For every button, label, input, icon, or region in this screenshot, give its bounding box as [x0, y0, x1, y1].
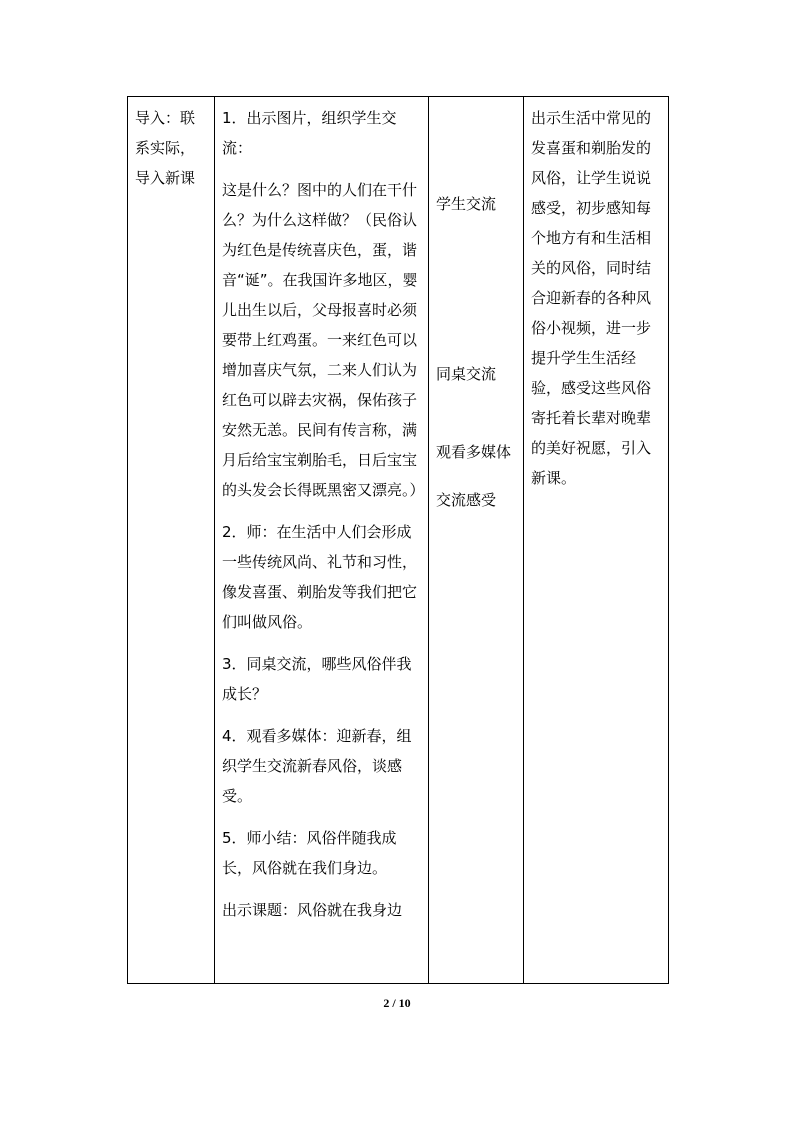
- teacher-activity-cell: [215, 97, 429, 984]
- student-activity-cell: [429, 97, 524, 984]
- lesson-title-reveal: 出示课题：风俗就在我身边: [222, 901, 403, 919]
- teacher-step-3: 3．同桌交流，哪些风俗伴我成长？: [222, 655, 412, 703]
- lesson-plan-table: [127, 96, 669, 984]
- design-intent-cell: 出示生活中常见的发喜蛋和剃胎发的风俗，让学生说说感受，初步感知每个地方有和生活相关的风俗，同时结合迎新春的各种风俗小视频，进一步提升学生生活经验，感受这些风俗寄托着长辈对晚辈的美好祝愿，引入新课。: [524, 97, 669, 984]
- student-activity-1: 学生交流: [436, 195, 497, 213]
- teacher-step-2: 2．师：在生活中人们会形成一些传统风尚、礼节和习性，像发喜蛋、剃胎发等我们把它们叫做风俗。: [222, 523, 418, 631]
- student-activity-4: 交流感受: [436, 491, 497, 509]
- student-activity-2: 同桌交流: [436, 365, 497, 383]
- teacher-step-1: 1．出示图片，组织学生交流：: [222, 109, 397, 157]
- teacher-step-5: 5．师小结：风俗伴随我成长，风俗就在我们身边。: [222, 829, 397, 877]
- page-number: 2 / 10: [383, 996, 411, 1010]
- stage-cell: 导入：联系实际，导入新课: [128, 97, 215, 984]
- student-activity-3: 观看多媒体: [436, 443, 512, 461]
- table-row: [128, 97, 669, 984]
- teacher-step-1-detail: 这是什么？图中的人们在干什么？为什么这样做？（民俗认为红色是传统喜庆色，蛋，谐音“诞”。在我国许多地区，婴儿出生以后，父母报喜时必须要带上红鸡蛋。一来红色可以增加喜庆气氛，二来人们认为红色可以辟去灾祸，保佑孩子安然无恙。民间有传言称，满月后给宝宝剃胎毛，日后宝宝的头发会长得既黑密又漂亮。）: [222, 181, 425, 499]
- teacher-step-4: 4．观看多媒体：迎新春，组织学生交流新春风俗，谈感受。: [222, 727, 412, 805]
